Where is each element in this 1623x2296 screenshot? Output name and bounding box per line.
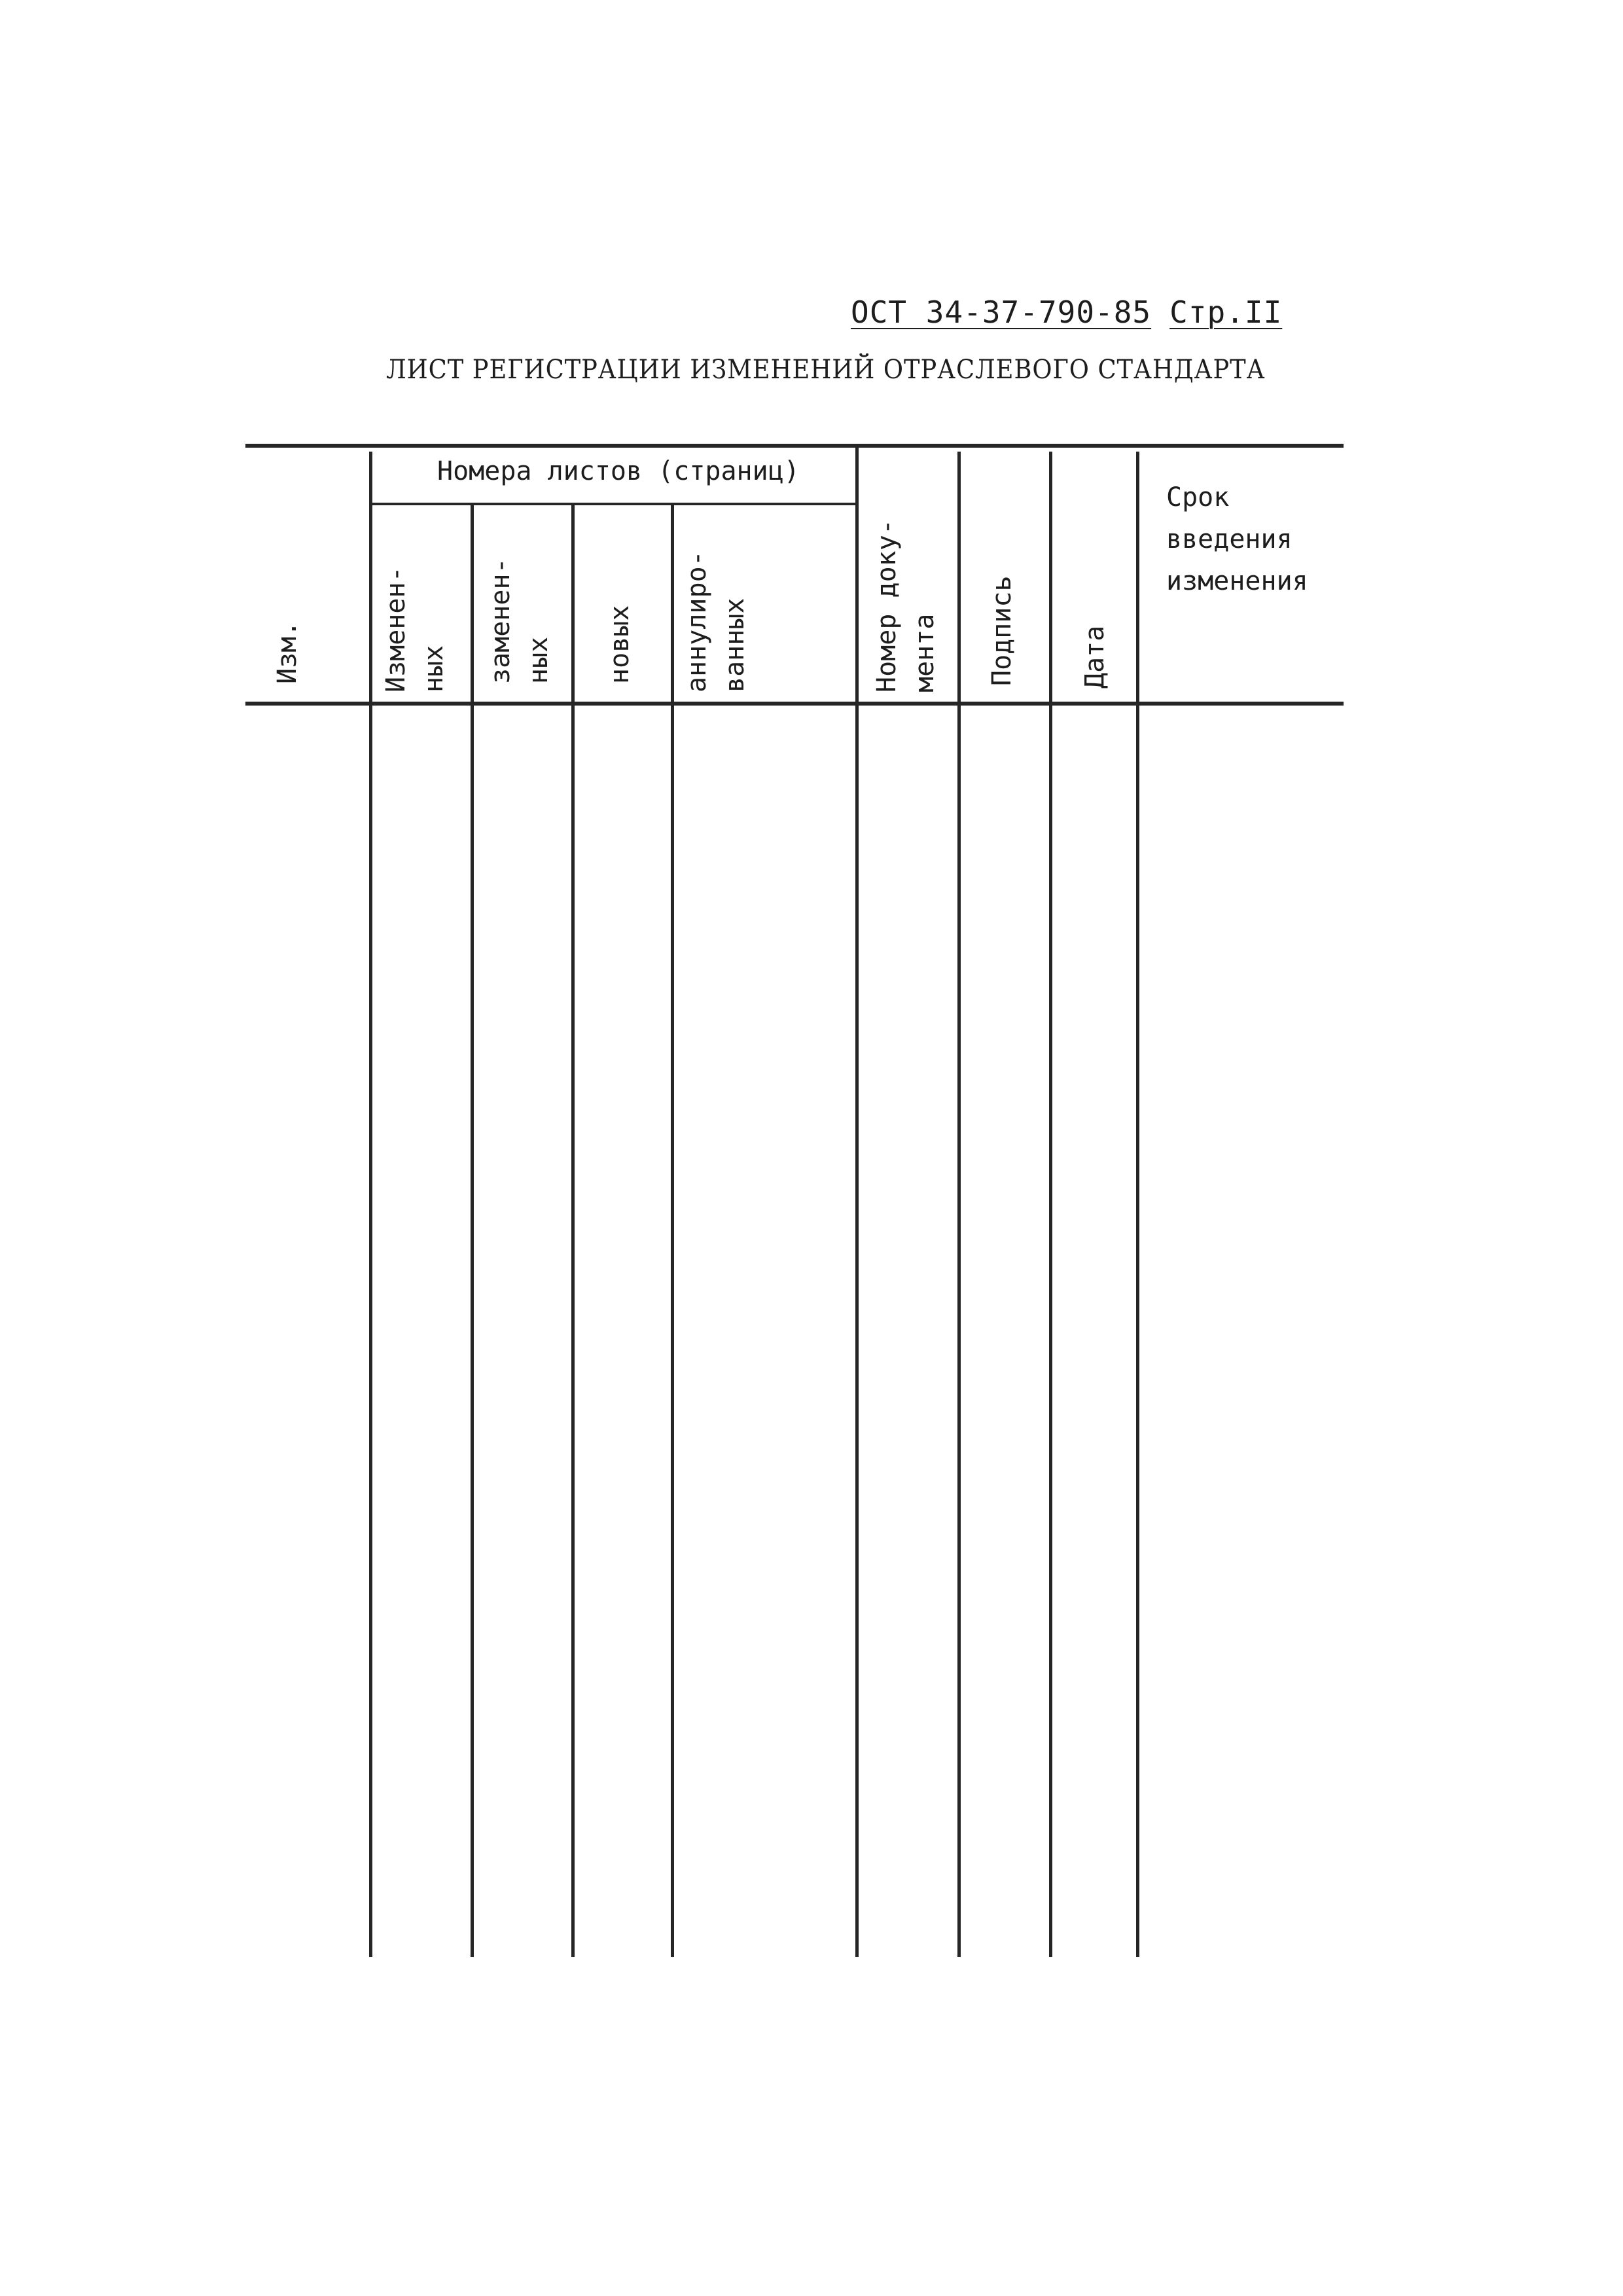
column-divider	[957, 452, 961, 1957]
column-header-srok: Срок введения изменения	[1166, 482, 1308, 596]
column-header-izm: Изм.	[272, 620, 302, 684]
page-title: ЛИСТ РЕГИСТРАЦИИ ИЗМЕНЕНИЙ ОТРАСЛЕВОГО СТАНДАРТА	[386, 355, 1266, 385]
standard-number: ОСТ 34-37-790-85	[851, 295, 1152, 330]
column-header-podpis: Подпись	[987, 575, 1017, 686]
column-header-novyh: новых	[605, 605, 635, 684]
sheet-numbers-group-header: Номера листов (страниц)	[437, 456, 800, 486]
column-header-zamenennyh: заменен- ных	[486, 558, 554, 684]
page-number: Стр.II	[1169, 295, 1283, 330]
table-top-rule	[245, 444, 1344, 448]
column-header-izmenennyh: Изменен- ных	[381, 566, 449, 692]
column-divider	[1049, 452, 1052, 1957]
group-header-rule	[372, 503, 856, 505]
column-divider	[369, 452, 372, 1957]
column-divider	[1136, 452, 1139, 1957]
header-bottom-rule	[245, 702, 1344, 706]
column-header-nomer-dokumenta: Номер доку- мента	[872, 519, 940, 692]
column-divider	[671, 505, 674, 1957]
column-header-data: Дата	[1080, 625, 1110, 689]
column-header-annulirovannyh: аннулиро- ванных	[682, 550, 750, 692]
column-divider	[571, 505, 575, 1957]
column-divider	[855, 445, 859, 1957]
column-divider	[471, 505, 474, 1957]
